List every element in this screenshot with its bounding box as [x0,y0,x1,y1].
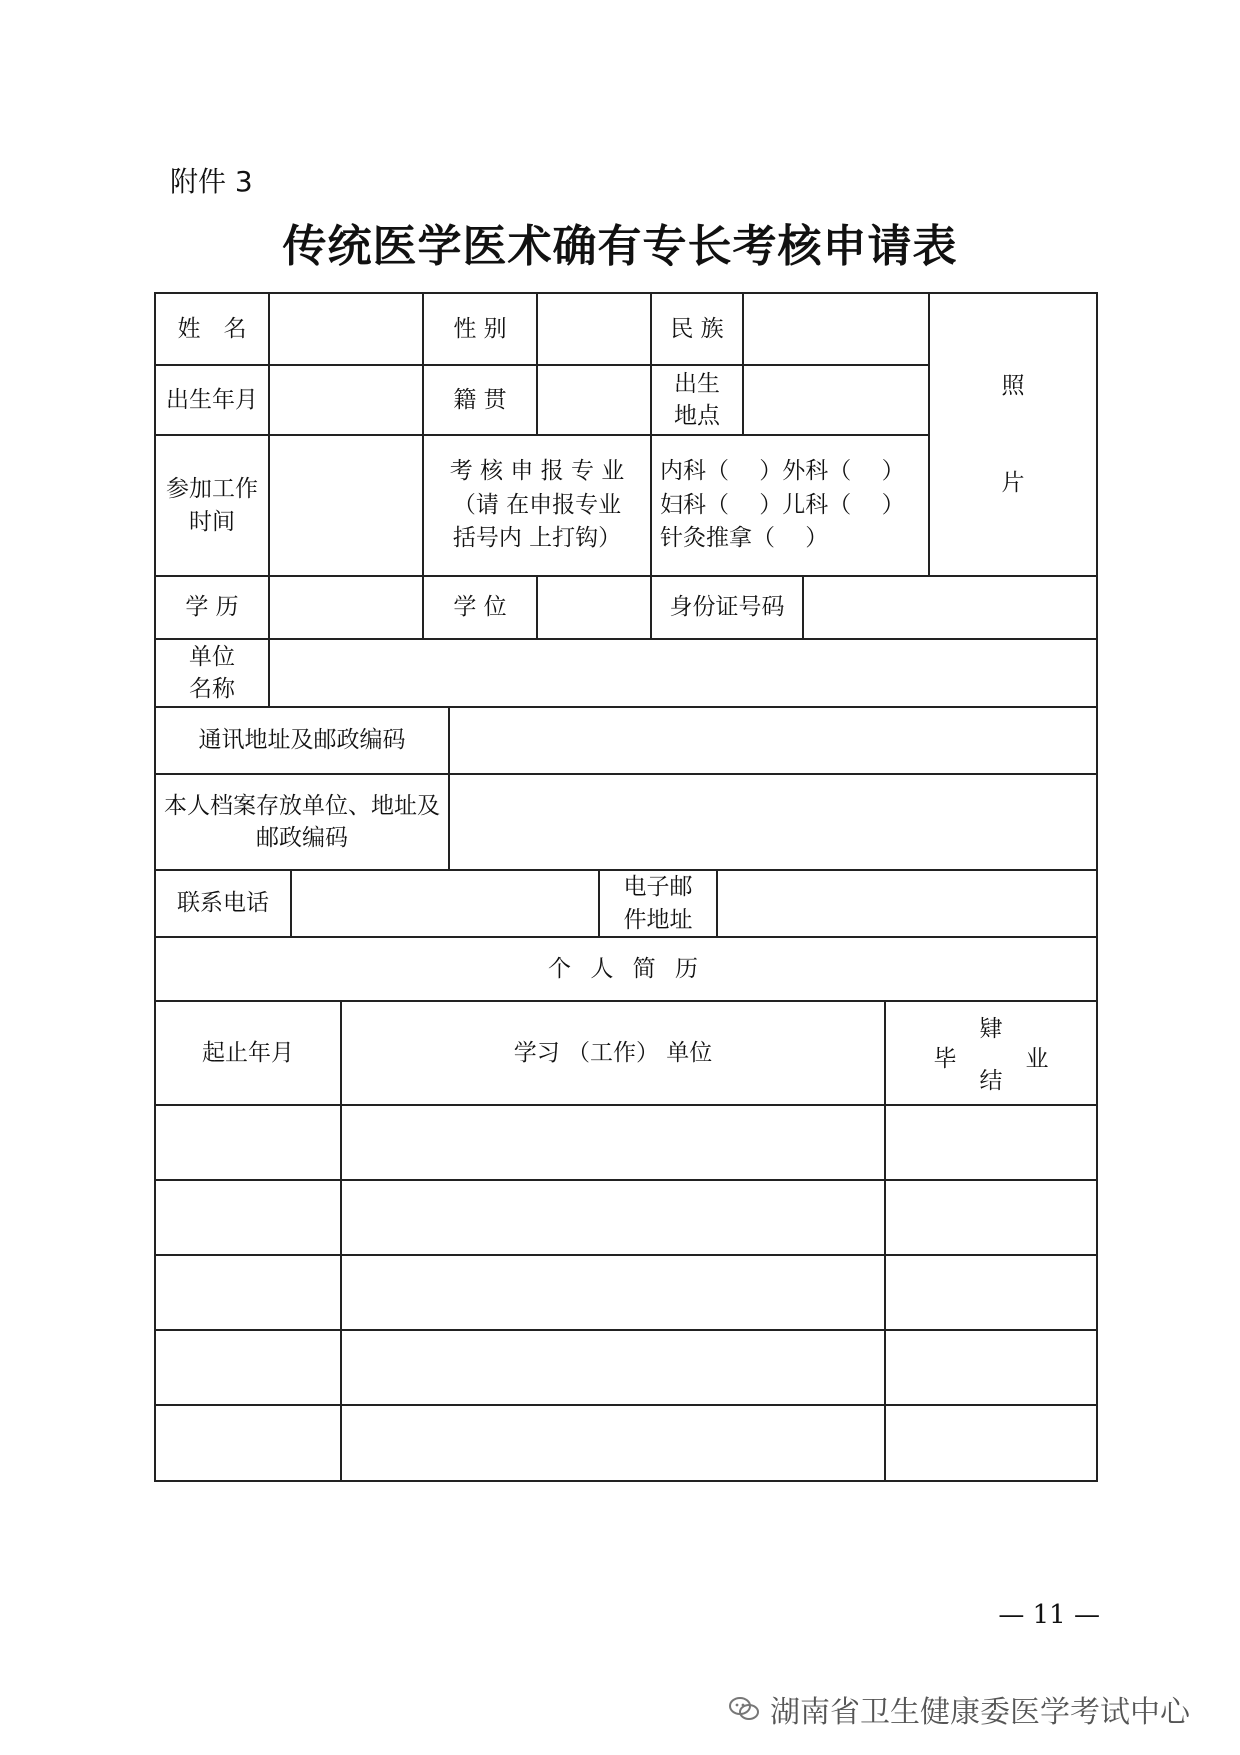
employer-label: 单位 名称 [189,643,235,702]
work-start-field[interactable] [270,436,422,575]
attachment-label: 附件 3 [170,165,253,198]
resume-period-cell[interactable] [156,1256,340,1329]
employer-field[interactable] [270,640,1096,706]
archive-field[interactable] [450,775,1096,869]
resume-status-cell[interactable] [886,1106,1096,1179]
phone-field[interactable] [292,871,598,936]
col-divider [650,434,652,575]
education-label: 学 历 [185,594,239,621]
resume-status-cell[interactable] [886,1181,1096,1254]
birthplace-label: 出生 地点 [674,370,720,429]
specialty-options[interactable]: 内科（ ）外科（ ） 妇科（ ）儿科（ ） 针灸推拿（ ） [660,458,905,552]
resume-period-cell[interactable] [156,1181,340,1254]
watermark-text: 湖南省卫生健康委医学考试中心 [770,1695,1190,1730]
watermark [728,1687,1190,1731]
resume-period-cell[interactable] [156,1331,340,1404]
resume-status-cell[interactable] [886,1331,1096,1404]
period-header: 起止年月 [202,1039,294,1066]
wechat-icon [728,1696,760,1722]
resume-unit-cell[interactable] [342,1106,884,1179]
resume-unit-cell[interactable] [342,1331,884,1404]
mailing-address-label: 通讯地址及邮政编码 [198,727,406,754]
resume-heading: 个 人 简 历 [548,955,704,982]
status-header-1: 肄 [979,1015,1003,1042]
resume-unit-cell[interactable] [342,1406,884,1480]
name-field[interactable] [270,294,422,364]
gender-field[interactable] [538,294,650,364]
degree-label: 学 位 [453,594,507,621]
table-border-right [1096,292,1098,1482]
specialty-label: 考 核 申 报 专 业 （请 在申报专业 括号内 上打钩） [449,458,625,552]
status-header-2: 毕 业 [933,1045,1049,1072]
birth-date-field[interactable] [270,366,422,434]
page-number: — 11 — [998,1600,1100,1630]
photo-box[interactable]: 照 片 [1001,373,1025,496]
id-number-field[interactable] [804,577,1096,638]
email-field[interactable] [718,871,1096,936]
mailing-address-field[interactable] [450,708,1096,773]
education-field[interactable] [270,577,422,638]
ethnicity-field[interactable] [744,294,928,364]
table-border-bottom [154,1480,1098,1482]
degree-field[interactable] [538,577,650,638]
native-place-label: 籍 贯 [453,386,507,413]
resume-status-cell[interactable] [886,1406,1096,1480]
unit-header: 学习 （工作） 单位 [513,1039,713,1066]
resume-unit-cell[interactable] [342,1181,884,1254]
archive-label: 本人档案存放单位、地址及 邮政编码 [164,792,440,851]
name-label: 姓 名 [177,315,247,342]
email-label: 电子邮 件地址 [623,874,693,933]
document-title: 传统医学医术确有专长考核申请表 [282,221,958,272]
birthplace-field[interactable] [744,366,928,434]
birth-date-label: 出生年月 [166,386,258,413]
work-start-label: 参加工作 时间 [166,476,258,535]
resume-status-cell[interactable] [886,1256,1096,1329]
id-number-label: 身份证号码 [669,594,785,621]
resume-period-cell[interactable] [156,1106,340,1179]
ethnicity-label: 民 族 [670,315,724,342]
resume-unit-cell[interactable] [342,1256,884,1329]
resume-period-cell[interactable] [156,1406,340,1480]
native-place-field[interactable] [538,366,650,434]
phone-label: 联系电话 [177,890,269,917]
status-header-3: 结 [979,1067,1003,1094]
gender-label: 性 别 [453,315,507,342]
application-form [154,292,1098,1482]
